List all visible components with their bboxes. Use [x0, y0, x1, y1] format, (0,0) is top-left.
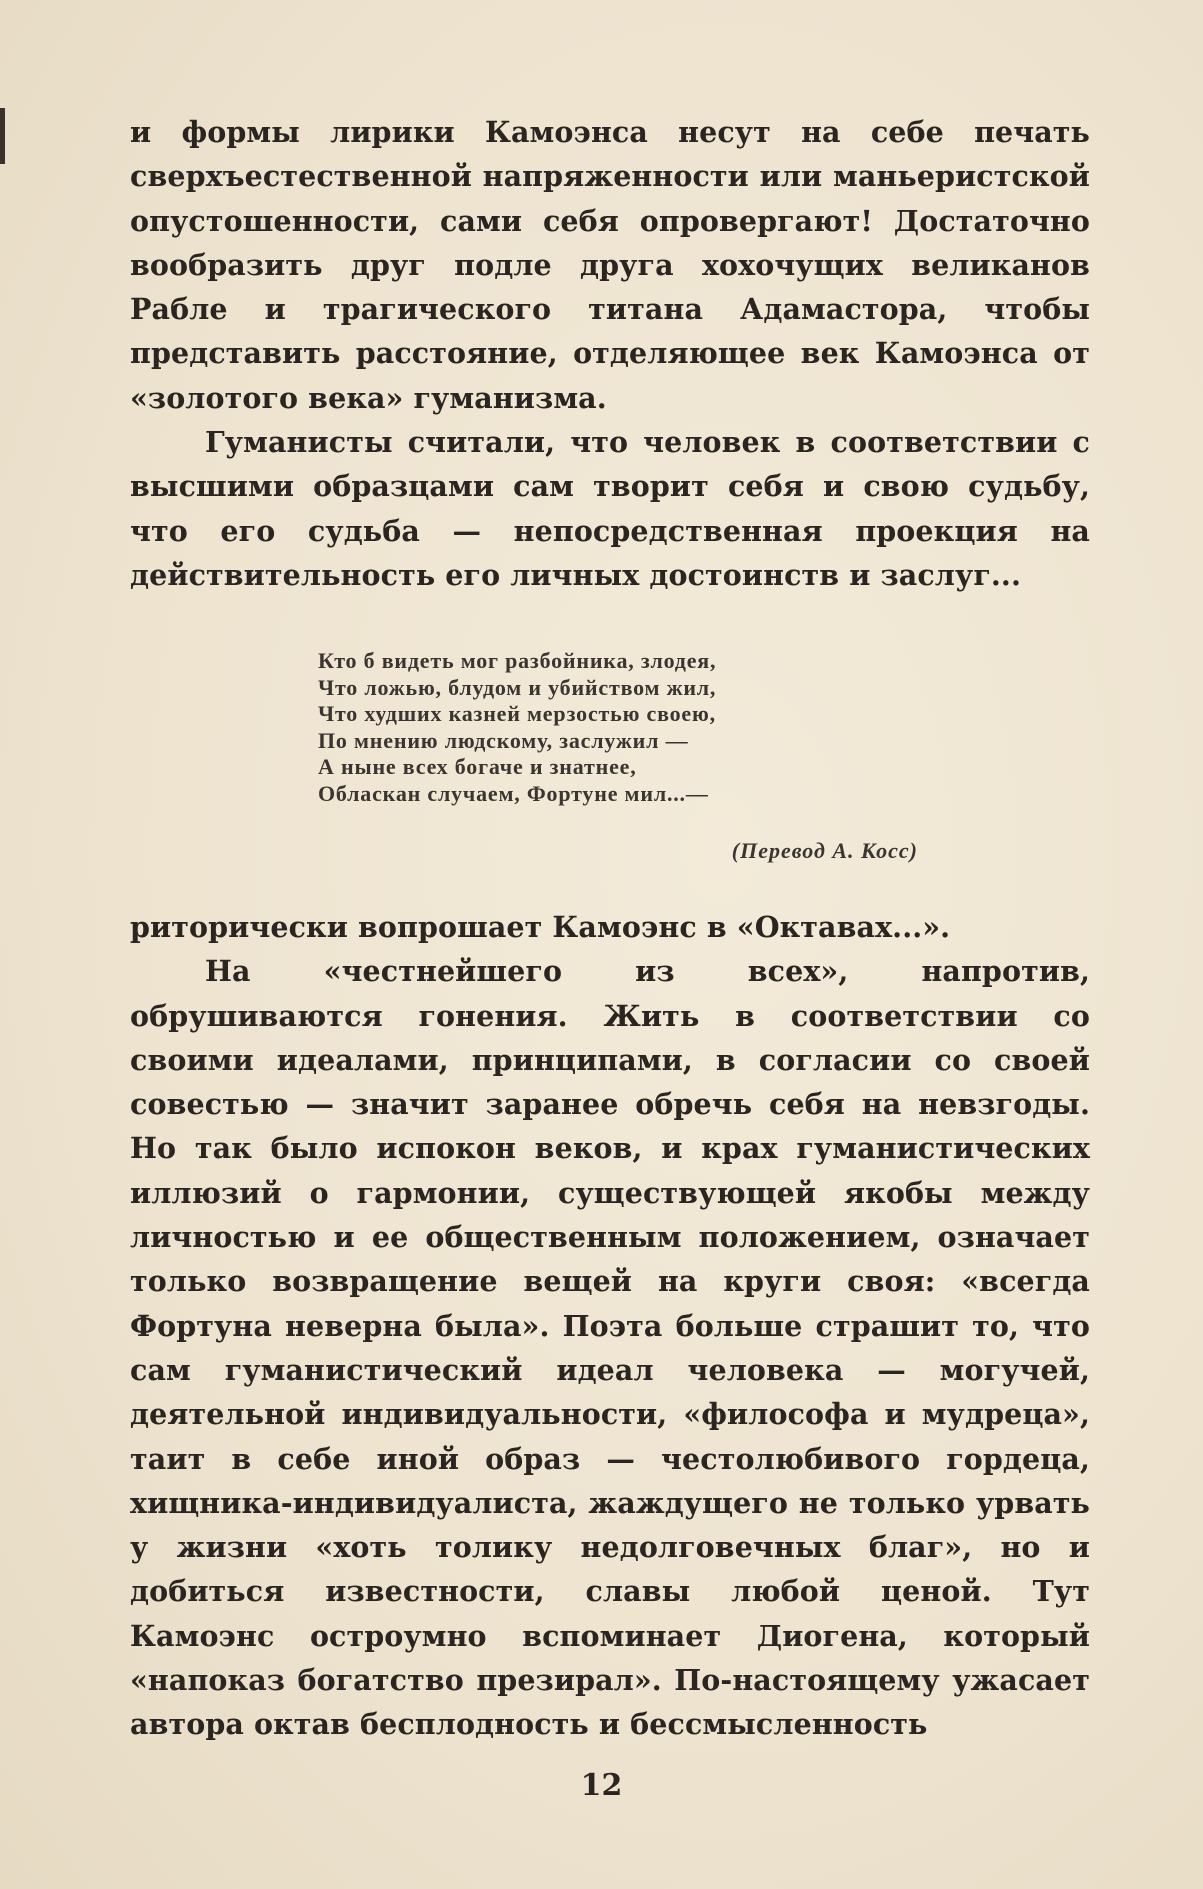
translation-attribution: (Перевод А. Косс) [731, 838, 918, 863]
paragraph-persecution: На «честнейшего из всех», напротив, обрушиваются гонения. Жить в соответствии со своими идеалами, принципами, в согласии со своей совестью — значит заранее обречь себя на невзгоды. Но так было испокон веков, и крах гуманистических иллюзий о гармонии, существующей якобы между личностью и ее общественным положением, означает только возвращение вещей на круги своя: «всегда Фортуна неверна была». Поэта больше страшит то, что сам гуманистический идеал человека — могучей, деятельной индивидуальности, «философа и мудреца», таит в себе иной образ — честолюбивого гордеца, хищника-индивидуалиста, жаждущего не только урвать у жизни «хоть толику недолговечных благ», но и добиться известности, славы любой ценой. Тут Камоэнс остроумно вспоминает Диогена, который «напоказ богатство презирал». По-настоящему ужасает автора октав бесплодность и бессмысленность [130, 954, 1090, 1742]
poem-line: А ныне всех богаче и знатнее, [318, 754, 637, 780]
poem-line: Обласкан случаем, Фортуне мил...— [318, 780, 709, 806]
text-block-top [130, 110, 1090, 597]
paragraph-rhetorical: риторически вопрошает Камоэнс в «Октавах...». [130, 910, 951, 944]
poem-line: По мнению людскому, заслужил — [318, 727, 689, 753]
paragraph-humanists: Гуманисты считали, что человек в соответствии с высшими образцами сам творит себя и свою судьбу, что его судьба — непосредственная проекция на действительность его личных достоинств и заслуг... [130, 425, 1090, 592]
poem-line: Что ложью, блудом и убийством жил, [318, 674, 717, 700]
page-number: 12 [580, 1768, 623, 1803]
page-edge-mark [0, 108, 5, 164]
text-block-bottom [130, 905, 1090, 1747]
paragraph-continuation: и формы лирики Камоэнса несут на себе печать сверхъестественной напряженности или маньеристской опустошенности, сами себя опровергают! Достаточно вообразить друг подле друга хохочущих великанов Рабле и трагического титана Адамастора, чтобы представить расстояние, отделяющее век Камоэнса от «золотого века» гуманизма. [130, 115, 1090, 415]
poem-line: Что худших казней мерзостью своею, [318, 701, 716, 727]
poem-quote [318, 648, 716, 808]
poem-line: Кто б видеть мог разбойника, злодея, [318, 648, 717, 673]
